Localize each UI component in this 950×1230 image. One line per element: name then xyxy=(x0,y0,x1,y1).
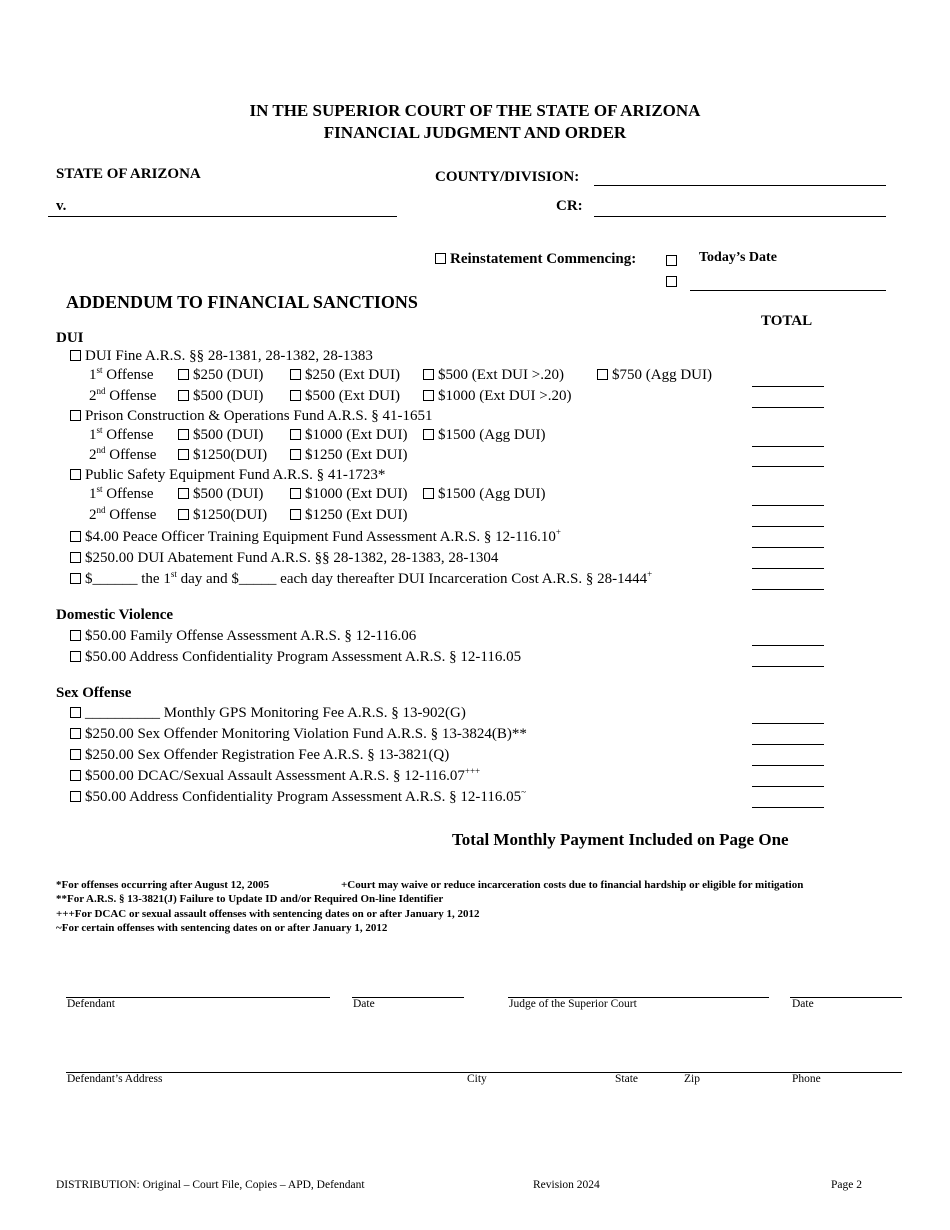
total-line[interactable] xyxy=(752,568,824,569)
gps-checkbox[interactable] xyxy=(70,707,81,718)
reinstatement-checkbox[interactable] xyxy=(435,253,446,264)
second-offense-label: 2nd Offense xyxy=(89,386,157,404)
domestic-violence-heading: Domestic Violence xyxy=(56,607,174,623)
prison-fund-item: Prison Construction & Operations Fund A.R.S. § 41-1651 xyxy=(70,408,433,425)
zip-label: Zip xyxy=(684,1073,700,1085)
prison-fund-checkbox[interactable] xyxy=(70,410,81,421)
checkbox[interactable] xyxy=(178,509,189,520)
psef-second-1250-ext: $1250 (Ext DUI) xyxy=(290,507,407,524)
page-number: Page 2 xyxy=(831,1179,862,1191)
second-offense-label: 2nd Offense xyxy=(89,505,157,523)
footnote-1: *For offenses occurring after August 12, 2005 xyxy=(56,879,270,891)
city-label: City xyxy=(467,1073,487,1085)
dui-fine-first-250-ext: $250 (Ext DUI) xyxy=(290,367,400,384)
checkbox[interactable] xyxy=(290,488,301,499)
checkbox[interactable] xyxy=(290,449,301,460)
date-option-checkbox[interactable] xyxy=(666,276,677,287)
county-division-label: COUNTY/DIVISION: xyxy=(435,169,580,185)
checkbox[interactable] xyxy=(178,449,189,460)
cr-number-field[interactable] xyxy=(594,216,886,217)
cr-label: CR: xyxy=(556,198,583,214)
date-label: Date xyxy=(353,998,375,1010)
checkbox[interactable] xyxy=(178,488,189,499)
checkbox[interactable] xyxy=(423,390,434,401)
prison-first-500-dui: $500 (DUI) xyxy=(178,427,263,444)
state-label: State xyxy=(615,1073,638,1085)
checkbox[interactable] xyxy=(423,369,434,380)
total-line[interactable] xyxy=(752,666,824,667)
checkbox[interactable] xyxy=(423,429,434,440)
reinstatement-label: Reinstatement Commencing: xyxy=(450,251,637,267)
dui-fine-first-250-dui: $250 (DUI) xyxy=(178,367,263,384)
psef-first-1000-ext: $1000 (Ext DUI) xyxy=(290,486,407,503)
first-offense-label: 1st Offense xyxy=(89,425,154,443)
prison-first-1500-agg: $1500 (Agg DUI) xyxy=(423,427,545,444)
second-offense-label: 2nd Offense xyxy=(89,445,157,463)
dui-heading: DUI xyxy=(56,330,84,346)
dui-abatement-checkbox[interactable] xyxy=(70,552,81,563)
family-offense-item: $50.00 Family Offense Assessment A.R.S. § 12-116.06 xyxy=(70,628,416,645)
total-line[interactable] xyxy=(752,765,824,766)
checkbox[interactable] xyxy=(423,488,434,499)
prison-first-1000-ext: $1000 (Ext DUI) xyxy=(290,427,407,444)
dui-fine-second-500-ext: $500 (Ext DUI) xyxy=(290,388,400,405)
total-line[interactable] xyxy=(752,526,824,527)
total-line[interactable] xyxy=(752,807,824,808)
total-monthly-payment: Total Monthly Payment Included on Page One xyxy=(452,830,789,849)
public-safety-checkbox[interactable] xyxy=(70,469,81,480)
dcac-assessment-item: $500.00 DCAC/Sexual Assault Assessment A.R.S. § 12-116.07+++ xyxy=(70,768,480,785)
court-title: IN THE SUPERIOR COURT OF THE STATE OF ARIZONA xyxy=(249,101,701,120)
prison-second-1250-ext: $1250 (Ext DUI) xyxy=(290,447,407,464)
footnote-2: **For A.R.S. § 13-3821(J) Failure to Update ID and/or Required On-line Identifier xyxy=(56,893,444,905)
checkbox[interactable] xyxy=(178,390,189,401)
incarceration-cost-item: $______ the 1st day and $_____ each day thereafter DUI Incarceration Cost A.R.S. § 28-1444+ xyxy=(70,571,652,588)
defendant-name-line[interactable] xyxy=(48,216,397,217)
total-line[interactable] xyxy=(752,407,824,408)
dv-address-checkbox[interactable] xyxy=(70,651,81,662)
incarceration-checkbox[interactable] xyxy=(70,573,81,584)
checkbox[interactable] xyxy=(290,429,301,440)
defendant-address-label: Defendant’s Address xyxy=(67,1073,163,1085)
total-line[interactable] xyxy=(752,723,824,724)
dui-fine-checkbox[interactable] xyxy=(70,350,81,361)
peace-officer-item: $4.00 Peace Officer Training Equipment Fund Assessment A.R.S. § 12-116.10+ xyxy=(70,529,561,546)
so-address-confidentiality-item: $50.00 Address Confidentiality Program Assessment A.R.S. § 12-116.05~ xyxy=(70,789,526,806)
checkbox[interactable] xyxy=(290,369,301,380)
revision-text: Revision 2024 xyxy=(533,1179,600,1191)
total-line[interactable] xyxy=(752,466,824,467)
total-line[interactable] xyxy=(752,446,824,447)
gps-monitoring-item: __________ Monthly GPS Monitoring Fee A.R.S. § 13-902(G) xyxy=(70,705,466,722)
registration-fee-item: $250.00 Sex Offender Registration Fee A.R.S. § 13-3821(Q) xyxy=(70,747,449,764)
registration-checkbox[interactable] xyxy=(70,749,81,760)
dui-fine-first-500-ext: $500 (Ext DUI >.20) xyxy=(423,367,564,384)
footnote-4: ~For certain offenses with sentencing dates on or after January 1, 2012 xyxy=(56,922,388,934)
total-line[interactable] xyxy=(752,786,824,787)
total-line[interactable] xyxy=(752,547,824,548)
psef-first-500-dui: $500 (DUI) xyxy=(178,486,263,503)
phone-label: Phone xyxy=(792,1073,821,1085)
dui-fine-second-500-dui: $500 (DUI) xyxy=(178,388,263,405)
psef-first-1500-agg: $1500 (Agg DUI) xyxy=(423,486,545,503)
todays-date-checkbox[interactable] xyxy=(666,255,677,266)
form-title: FINANCIAL JUDGMENT AND ORDER xyxy=(323,123,627,142)
versus-label: v. xyxy=(56,198,67,214)
addendum-title: ADDENDUM TO FINANCIAL SANCTIONS xyxy=(66,292,418,312)
dcac-checkbox[interactable] xyxy=(70,770,81,781)
psef-second-1250-dui: $1250(DUI) xyxy=(178,507,267,524)
footnote-3: +++For DCAC or sexual assault offenses with sentencing dates on or after January 1, 2012 xyxy=(56,908,480,920)
dui-fine-label: DUI Fine A.R.S. §§ 28-1381, 28-1382, 28-1383 xyxy=(85,348,373,364)
total-header: TOTAL xyxy=(761,313,813,329)
dv-address-confidentiality-item: $50.00 Address Confidentiality Program Assessment A.R.S. § 12-116.05 xyxy=(70,649,521,666)
monitoring-violation-item: $250.00 Sex Offender Monitoring Violation Fund A.R.S. § 13-3824(B)** xyxy=(70,726,527,743)
checkbox[interactable] xyxy=(178,369,189,380)
date-field-line[interactable] xyxy=(690,290,886,291)
peace-officer-checkbox[interactable] xyxy=(70,531,81,542)
dui-fine-second-1000-ext: $1000 (Ext DUI >.20) xyxy=(423,388,571,405)
total-line[interactable] xyxy=(752,386,824,387)
so-address-checkbox[interactable] xyxy=(70,791,81,802)
sex-offense-heading: Sex Offense xyxy=(56,685,132,701)
checkbox[interactable] xyxy=(290,509,301,520)
checkbox[interactable] xyxy=(597,369,608,380)
prison-second-1250-dui: $1250(DUI) xyxy=(178,447,267,464)
state-of-arizona: STATE OF ARIZONA xyxy=(56,166,201,182)
footnote-plus: +Court may waive or reduce incarceration costs due to financial hardship or eligible for mitigation xyxy=(341,879,804,891)
total-line[interactable] xyxy=(752,744,824,745)
dui-fine-item xyxy=(70,348,373,365)
public-safety-fund-item: Public Safety Equipment Fund A.R.S. § 41-1723* xyxy=(70,467,385,484)
date-label: Date xyxy=(792,998,814,1010)
total-line[interactable] xyxy=(752,645,824,646)
date-option-checkbox-wrap xyxy=(666,273,681,291)
defendant-label: Defendant xyxy=(67,998,115,1010)
todays-date-label: Today’s Date xyxy=(699,250,777,265)
total-line[interactable] xyxy=(752,505,824,506)
checkbox[interactable] xyxy=(178,429,189,440)
dui-abatement-item: $250.00 DUI Abatement Fund A.R.S. §§ 28-1382, 28-1383, 28-1304 xyxy=(70,550,498,567)
total-line[interactable] xyxy=(752,589,824,590)
todays-date-checkbox-wrap xyxy=(666,252,681,270)
first-offense-label: 1st Offense xyxy=(89,484,154,502)
monitoring-checkbox[interactable] xyxy=(70,728,81,739)
reinstatement-commencing xyxy=(435,251,636,268)
distribution-text: DISTRIBUTION: Original – Court File, Copies – APD, Defendant xyxy=(56,1179,365,1191)
county-division-field[interactable] xyxy=(594,185,886,186)
first-offense-label: 1st Offense xyxy=(89,365,154,383)
dui-fine-first-750-agg: $750 (Agg DUI) xyxy=(597,367,712,384)
checkbox[interactable] xyxy=(290,390,301,401)
family-offense-checkbox[interactable] xyxy=(70,630,81,641)
judge-label: Judge of the Superior Court xyxy=(509,998,637,1010)
